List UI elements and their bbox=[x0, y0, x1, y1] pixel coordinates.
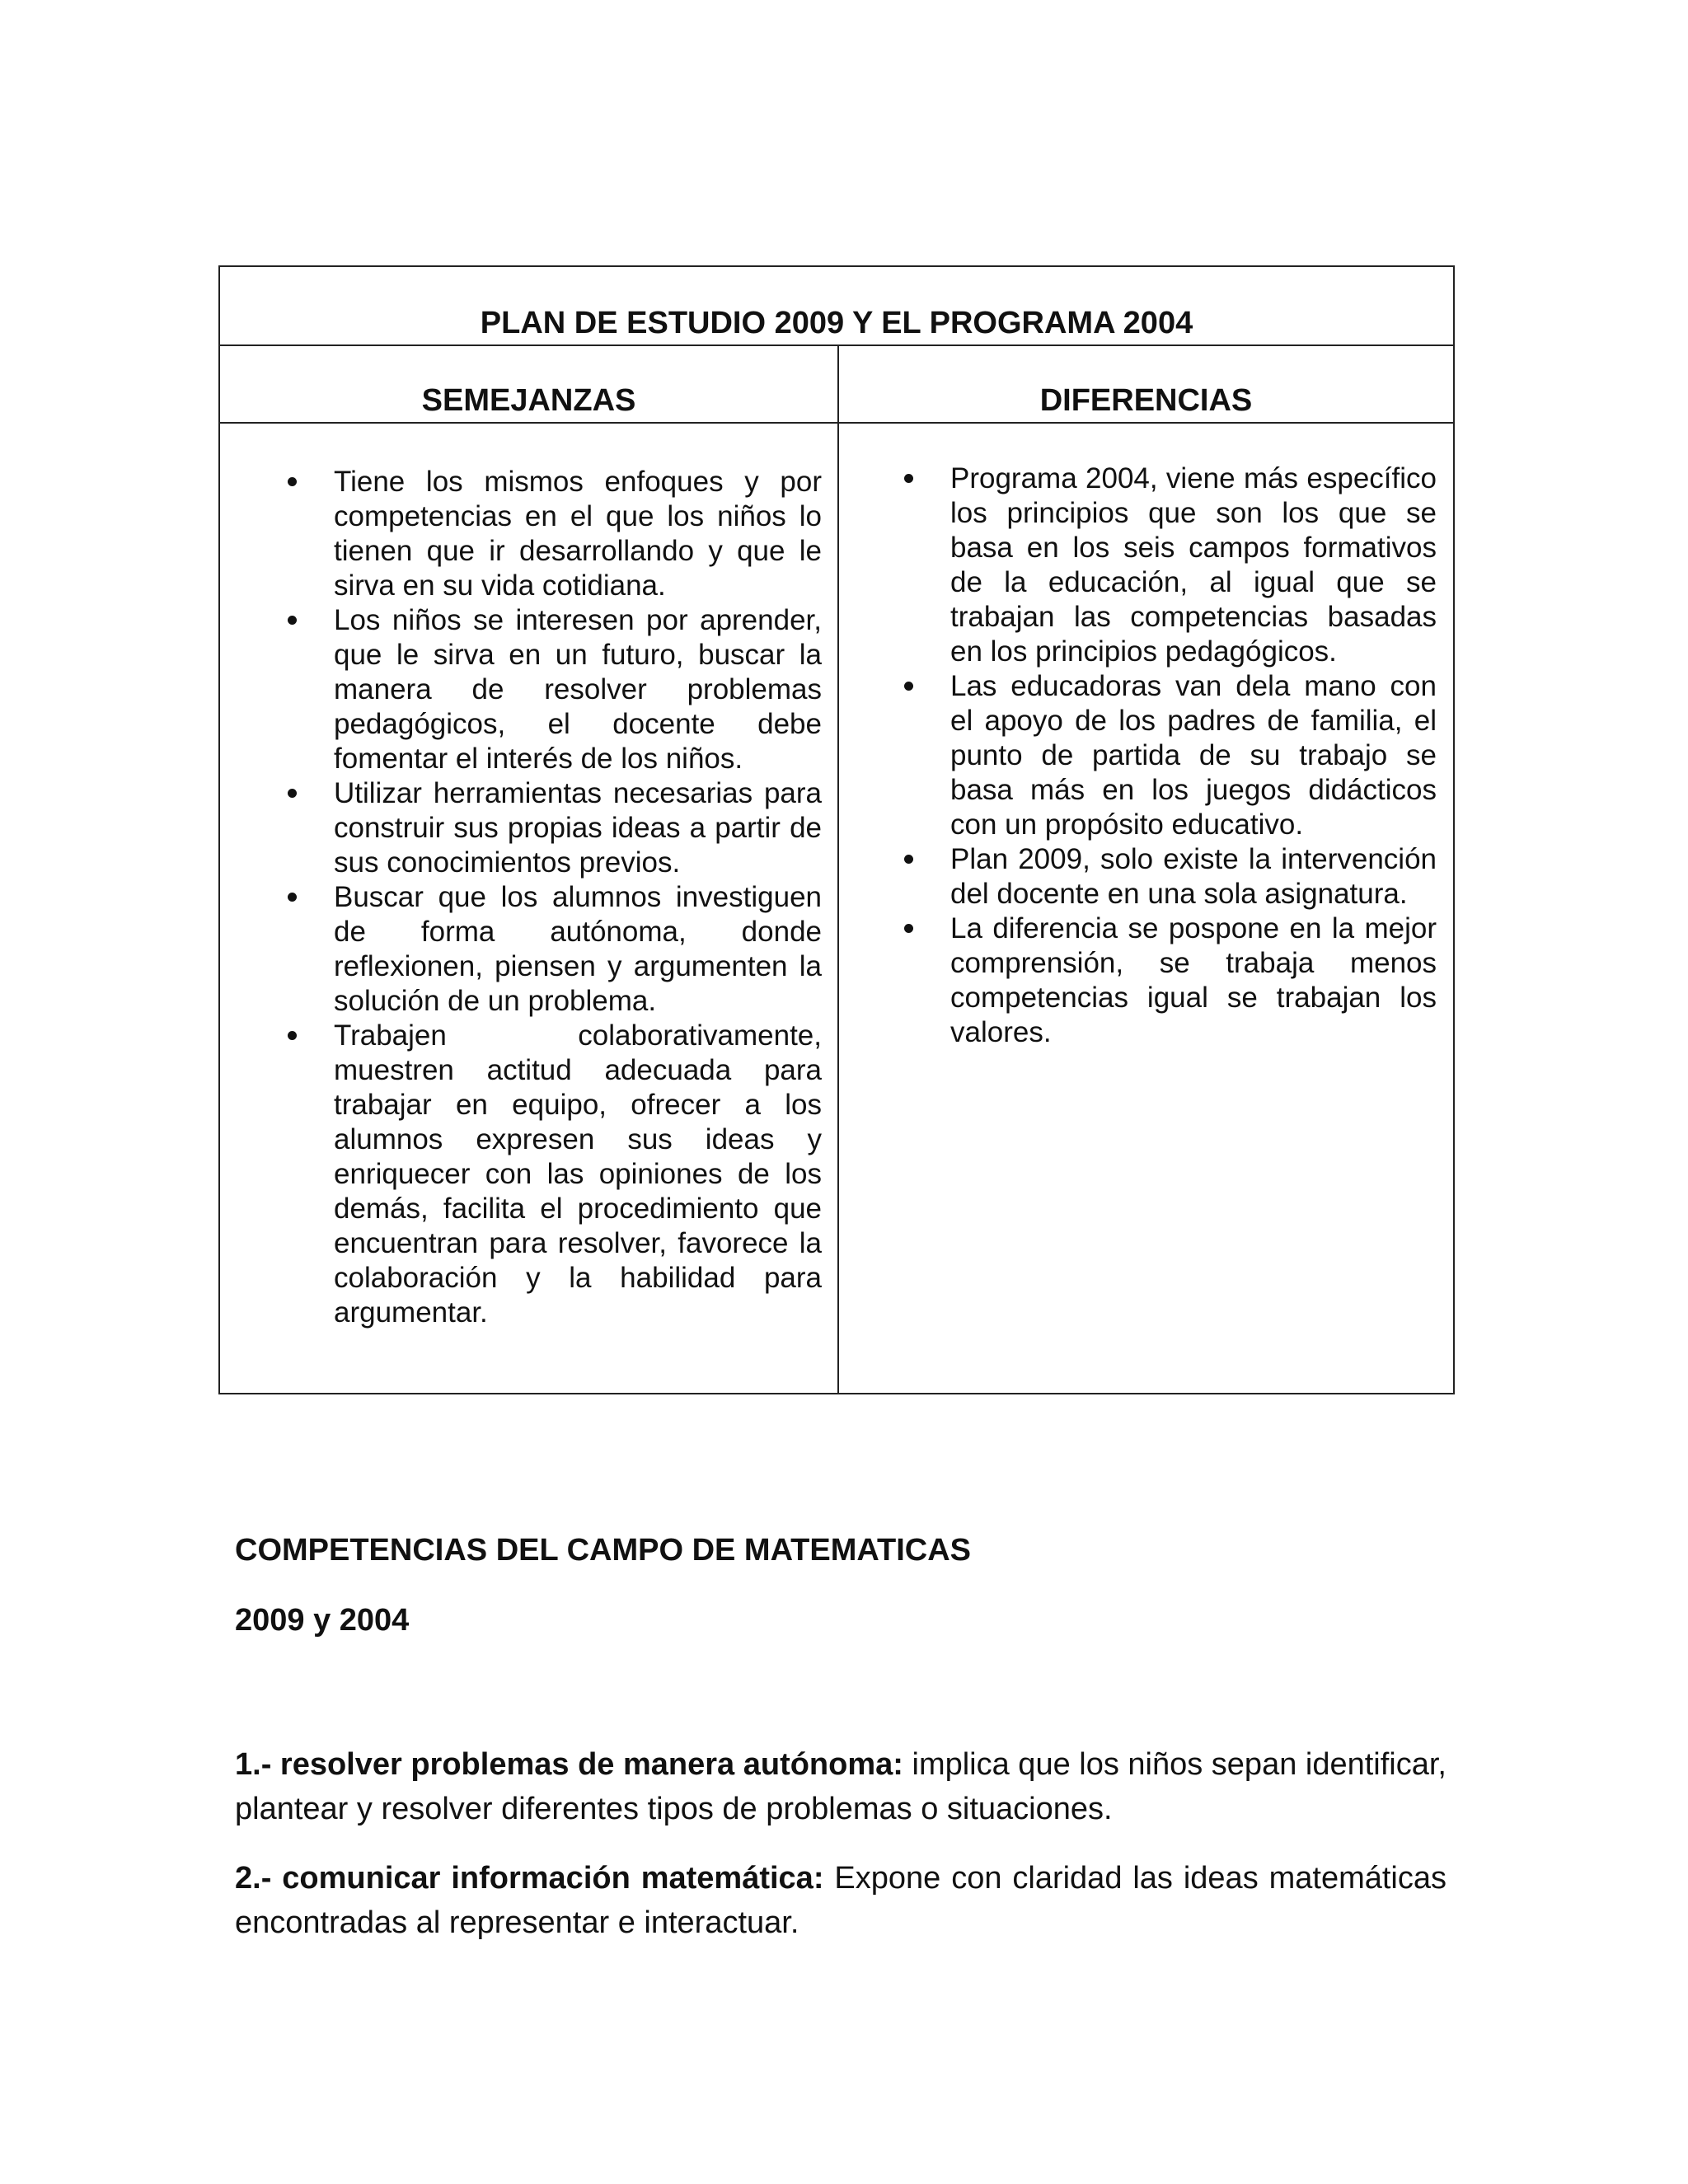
competency-text: Expone con claridad las ideas matemáticas encontradas al representar e interactuar. bbox=[235, 1861, 1447, 1940]
section-title: COMPETENCIAS DEL CAMPO DE MATEMATICAS bbox=[235, 1533, 972, 1568]
semejanzas-cell bbox=[220, 424, 837, 1393]
competency-item bbox=[235, 1856, 1447, 1945]
bullet-icon bbox=[288, 789, 297, 798]
bullet-icon bbox=[288, 616, 297, 625]
bullet-icon bbox=[904, 924, 913, 933]
list-item bbox=[334, 603, 822, 776]
table-header-row bbox=[220, 346, 1453, 424]
list-item bbox=[950, 462, 1437, 669]
bullet-icon bbox=[904, 855, 913, 864]
comparison-table bbox=[218, 265, 1455, 1394]
diferencias-list bbox=[950, 462, 1437, 1050]
semejanza-text: Trabajen colaborativamente, muestren actitud adecuada para trabajar en equipo, ofrecer a los alumnos expresen sus ideas y enriquecer con las opiniones de los demás, facilita el procedimiento que encuentran para resolver, favorece la colaboración y la habilidad para argumentar. bbox=[334, 1019, 822, 1329]
competency-item bbox=[235, 1742, 1447, 1831]
diferencias-cell bbox=[839, 424, 1453, 1393]
competency-text: implica que los niños sepan identificar, plantear y resolver diferentes tipos de problemas o situaciones. bbox=[235, 1747, 1447, 1826]
section-subtitle: 2009 y 2004 bbox=[235, 1603, 410, 1638]
semejanza-text: Buscar que los alumnos investiguen de forma autónoma, donde reflexionen, piensen y argumenten la solución de un problema. bbox=[334, 881, 822, 1017]
diferencia-text: Las educadoras van dela mano con el apoyo de los padres de familia, el punto de partida de su trabajo se basa más en los juegos didácticos con un propósito educativo. bbox=[950, 670, 1437, 841]
diferencia-text: Plan 2009, solo existe la intervención del docente en una sola asignatura. bbox=[950, 843, 1437, 910]
list-item bbox=[334, 1019, 822, 1330]
bullet-icon bbox=[288, 893, 297, 902]
list-item bbox=[334, 880, 822, 1019]
table-title: PLAN DE ESTUDIO 2009 Y EL PROGRAMA 2004 bbox=[480, 306, 1193, 340]
semejanza-text: Los niños se interesen por aprender, que le sirva en un futuro, buscar la manera de resolver problemas pedagógicos, el docente debe fomentar el interés de los niños. bbox=[334, 604, 822, 775]
competency-label: 2.- comunicar información matemática: bbox=[235, 1861, 824, 1896]
semejanzas-header: SEMEJANZAS bbox=[421, 383, 636, 418]
bullet-icon bbox=[904, 474, 913, 483]
list-item bbox=[950, 669, 1437, 842]
list-item bbox=[950, 912, 1437, 1050]
diferencia-text: Programa 2004, viene más específico los principios que son los que se basa en los seis campos formativos de la educación, al igual que se trabajan las competencias basadas en los principios pedagógicos. bbox=[950, 462, 1437, 668]
bullet-icon bbox=[904, 682, 913, 691]
semejanza-text: Utilizar herramientas necesarias para construir sus propias ideas a partir de sus conocimientos previos. bbox=[334, 777, 822, 879]
competency-label: 1.- resolver problemas de manera autónoma: bbox=[235, 1747, 903, 1782]
bullet-icon bbox=[288, 1031, 297, 1040]
list-item bbox=[334, 776, 822, 880]
semejanzas-list bbox=[334, 465, 822, 1330]
diferencias-header: DIFERENCIAS bbox=[1039, 383, 1253, 418]
diferencia-text: La diferencia se pospone en la mejor comprensión, se trabaja menos competencias igual se trabajan los valores. bbox=[950, 912, 1437, 1048]
bullet-icon bbox=[288, 477, 297, 486]
table-title-row bbox=[220, 267, 1453, 346]
list-item bbox=[334, 465, 822, 603]
list-item bbox=[950, 842, 1437, 912]
semejanza-text: Tiene los mismos enfoques y por competencias en el que los niños lo tienen que ir desarrollando y que le sirva en su vida cotidiana. bbox=[334, 466, 822, 602]
